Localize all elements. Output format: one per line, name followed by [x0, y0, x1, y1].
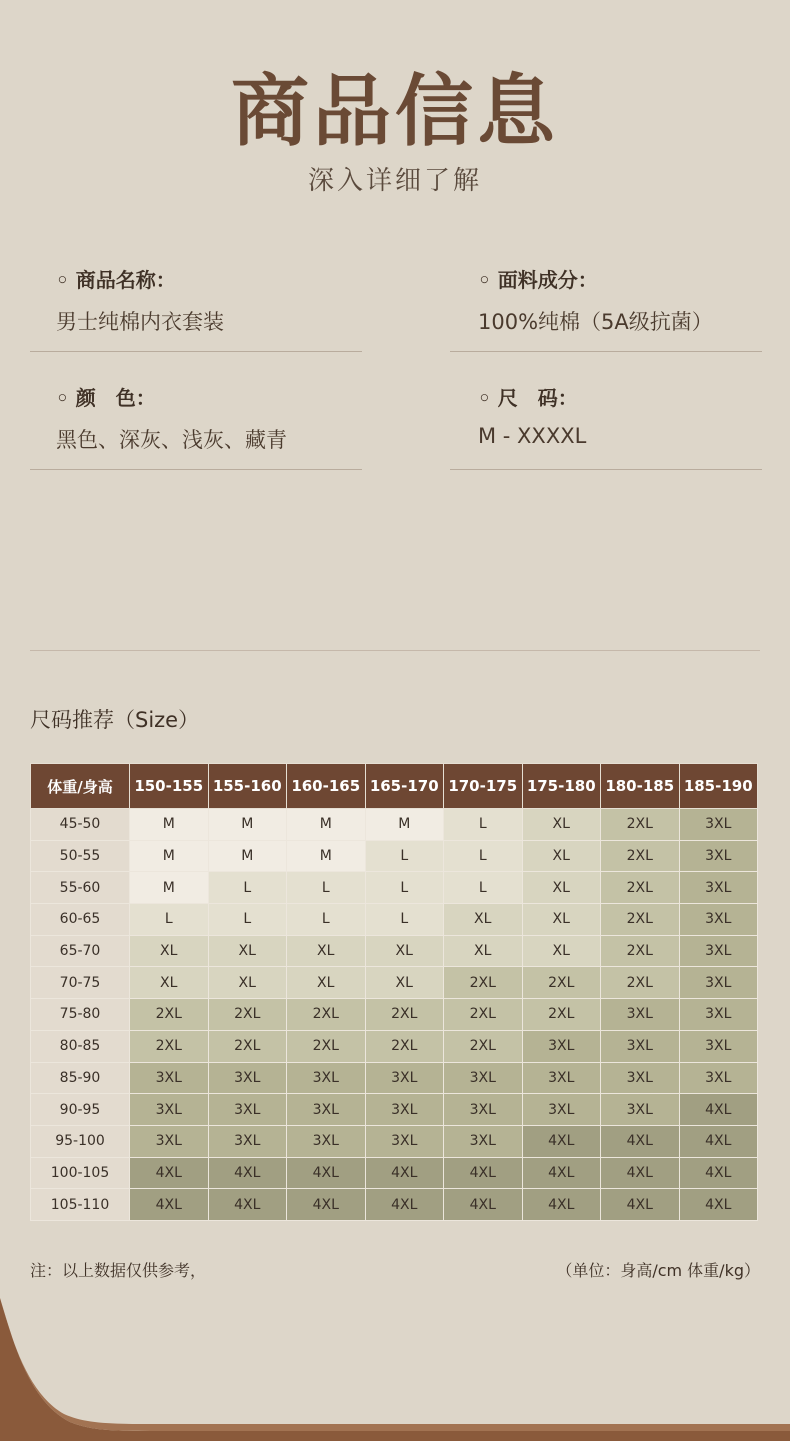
- product-name-label: ◦ 商品名称：: [56, 268, 176, 292]
- size-cell: 4XL: [601, 1189, 680, 1221]
- size-cell: 3XL: [679, 904, 758, 936]
- size-cell: 2XL: [601, 809, 680, 841]
- size-value: M - XXXXL: [478, 424, 587, 448]
- height-header: 165-170: [365, 764, 444, 809]
- size-cell: 2XL: [601, 840, 680, 872]
- size-cell: 3XL: [444, 1062, 523, 1094]
- table-row: [31, 1157, 758, 1189]
- size-cell: 2XL: [365, 1030, 444, 1062]
- size-chart-table: [30, 763, 758, 1221]
- size-cell: 3XL: [679, 809, 758, 841]
- weight-cell: 100-105: [31, 1157, 130, 1189]
- size-cell: 4XL: [130, 1189, 209, 1221]
- weight-cell: 105-110: [31, 1189, 130, 1221]
- size-cell: 3XL: [679, 1030, 758, 1062]
- table-row: [31, 1125, 758, 1157]
- size-cell: 3XL: [679, 999, 758, 1031]
- table-row: [31, 809, 758, 841]
- size-cell: 3XL: [522, 1062, 601, 1094]
- table-row: [31, 1062, 758, 1094]
- size-cell: 3XL: [444, 1125, 523, 1157]
- size-cell: XL: [522, 809, 601, 841]
- weight-cell: 70-75: [31, 967, 130, 999]
- weight-cell: 60-65: [31, 904, 130, 936]
- fabric-value: 100%纯棉（5A级抗菌）: [478, 310, 713, 334]
- size-cell: 4XL: [365, 1189, 444, 1221]
- footnote: 注：以上数据仅供参考，: [30, 1261, 207, 1280]
- size-cell: 2XL: [208, 1030, 287, 1062]
- height-header: 160-165: [287, 764, 366, 809]
- size-cell: M: [130, 840, 209, 872]
- page-subtitle: 深入详细了解: [307, 166, 482, 196]
- size-cell: 3XL: [522, 1094, 601, 1126]
- height-header: 180-185: [601, 764, 680, 809]
- page-title: 商品信息: [230, 67, 559, 157]
- size-cell: 4XL: [601, 1157, 680, 1189]
- height-header: 170-175: [444, 764, 523, 809]
- size-cell: L: [208, 904, 287, 936]
- size-cell: L: [444, 840, 523, 872]
- size-chart-corner: 体重/身高: [31, 764, 130, 809]
- size-cell: XL: [130, 967, 209, 999]
- size-cell: L: [130, 904, 209, 936]
- weight-cell: 50-55: [31, 840, 130, 872]
- divider: [450, 351, 762, 352]
- size-cell: 4XL: [130, 1157, 209, 1189]
- size-cell: L: [365, 904, 444, 936]
- section-divider: [30, 650, 760, 651]
- weight-cell: 45-50: [31, 809, 130, 841]
- info-fabric: [478, 264, 790, 336]
- size-cell: 2XL: [444, 967, 523, 999]
- size-cell: 3XL: [601, 999, 680, 1031]
- size-cell: 2XL: [130, 1030, 209, 1062]
- table-row: [31, 935, 758, 967]
- weight-cell: 90-95: [31, 1094, 130, 1126]
- size-cell: 3XL: [208, 1062, 287, 1094]
- size-cell: M: [208, 809, 287, 841]
- size-cell: 3XL: [130, 1062, 209, 1094]
- table-row: [31, 1094, 758, 1126]
- color-label: ◦ 颜 色：: [56, 386, 156, 410]
- size-label: ◦ 尺 码：: [478, 386, 578, 410]
- table-row: [31, 1030, 758, 1062]
- size-cell: L: [444, 809, 523, 841]
- info-size: [478, 382, 790, 448]
- height-header: 155-160: [208, 764, 287, 809]
- size-cell: 4XL: [522, 1125, 601, 1157]
- size-cell: 2XL: [601, 967, 680, 999]
- size-cell: L: [365, 840, 444, 872]
- table-row: [31, 904, 758, 936]
- size-cell: XL: [130, 935, 209, 967]
- table-row: [31, 840, 758, 872]
- size-cell: 3XL: [287, 1094, 366, 1126]
- size-cell: 3XL: [679, 872, 758, 904]
- size-cell: 2XL: [444, 1030, 523, 1062]
- size-cell: M: [130, 809, 209, 841]
- size-cell: 3XL: [522, 1030, 601, 1062]
- size-cell: 4XL: [679, 1125, 758, 1157]
- size-cell: XL: [444, 935, 523, 967]
- height-header: 185-190: [679, 764, 758, 809]
- height-header: 150-155: [130, 764, 209, 809]
- size-cell: 3XL: [365, 1125, 444, 1157]
- size-cell: 3XL: [287, 1062, 366, 1094]
- size-chart-title: 尺码推荐（Size）: [30, 708, 200, 732]
- size-cell: 4XL: [679, 1094, 758, 1126]
- table-row: [31, 872, 758, 904]
- divider: [30, 469, 362, 470]
- size-cell: 3XL: [679, 935, 758, 967]
- size-cell: XL: [522, 904, 601, 936]
- size-cell: 3XL: [130, 1094, 209, 1126]
- size-cell: 4XL: [287, 1189, 366, 1221]
- size-cell: XL: [365, 935, 444, 967]
- size-cell: XL: [287, 967, 366, 999]
- size-cell: XL: [444, 904, 523, 936]
- size-cell: 4XL: [287, 1157, 366, 1189]
- size-cell: M: [287, 809, 366, 841]
- size-cell: 3XL: [679, 840, 758, 872]
- table-row: [31, 1189, 758, 1221]
- size-cell: L: [444, 872, 523, 904]
- size-cell: 2XL: [287, 999, 366, 1031]
- table-row: [31, 999, 758, 1031]
- size-cell: M: [287, 840, 366, 872]
- size-cell: M: [130, 872, 209, 904]
- size-cell: L: [208, 872, 287, 904]
- size-cell: 2XL: [601, 904, 680, 936]
- size-cell: 3XL: [208, 1094, 287, 1126]
- size-chart-header-row: [31, 764, 758, 809]
- weight-cell: 65-70: [31, 935, 130, 967]
- weight-cell: 95-100: [31, 1125, 130, 1157]
- size-cell: M: [365, 809, 444, 841]
- height-header: 175-180: [522, 764, 601, 809]
- size-cell: 4XL: [208, 1157, 287, 1189]
- size-cell: 2XL: [444, 999, 523, 1031]
- size-cell: XL: [522, 840, 601, 872]
- size-cell: 3XL: [601, 1062, 680, 1094]
- size-cell: 4XL: [679, 1157, 758, 1189]
- size-cell: L: [365, 872, 444, 904]
- size-cell: 3XL: [365, 1062, 444, 1094]
- size-cell: XL: [208, 967, 287, 999]
- size-cell: XL: [522, 935, 601, 967]
- weight-cell: 75-80: [31, 999, 130, 1031]
- size-cell: XL: [208, 935, 287, 967]
- size-cell: 2XL: [522, 967, 601, 999]
- size-cell: 3XL: [601, 1094, 680, 1126]
- decorative-wave: [0, 1290, 790, 1441]
- size-cell: 2XL: [601, 935, 680, 967]
- size-cell: 3XL: [679, 967, 758, 999]
- size-cell: L: [287, 872, 366, 904]
- size-cell: 3XL: [601, 1030, 680, 1062]
- weight-cell: 55-60: [31, 872, 130, 904]
- size-cell: 4XL: [601, 1125, 680, 1157]
- size-cell: 4XL: [522, 1157, 601, 1189]
- table-row: [31, 967, 758, 999]
- color-value: 黑色、深灰、浅灰、藏青: [56, 428, 287, 452]
- info-color: [56, 382, 388, 454]
- fabric-label: ◦ 面料成分：: [478, 268, 598, 292]
- size-cell: 2XL: [601, 872, 680, 904]
- size-cell: 2XL: [287, 1030, 366, 1062]
- size-cell: 3XL: [208, 1125, 287, 1157]
- size-cell: XL: [365, 967, 444, 999]
- divider: [30, 351, 362, 352]
- size-cell: 4XL: [365, 1157, 444, 1189]
- product-name-value: 男士纯棉内衣套装: [56, 310, 224, 334]
- info-product-name: [56, 264, 388, 336]
- size-cell: 2XL: [365, 999, 444, 1031]
- size-cell: 4XL: [679, 1189, 758, 1221]
- size-cell: 4XL: [444, 1189, 523, 1221]
- size-cell: M: [208, 840, 287, 872]
- size-cell: 3XL: [679, 1062, 758, 1094]
- size-cell: 4XL: [208, 1189, 287, 1221]
- size-cell: XL: [287, 935, 366, 967]
- divider: [450, 469, 762, 470]
- size-cell: 4XL: [522, 1189, 601, 1221]
- size-cell: L: [287, 904, 366, 936]
- size-cell: XL: [522, 872, 601, 904]
- size-cell: 3XL: [130, 1125, 209, 1157]
- unit-note: （单位：身高/cm 体重/kg）: [556, 1261, 760, 1280]
- size-cell: 3XL: [444, 1094, 523, 1126]
- size-cell: 2XL: [208, 999, 287, 1031]
- size-cell: 3XL: [365, 1094, 444, 1126]
- size-cell: 2XL: [522, 999, 601, 1031]
- size-cell: 4XL: [444, 1157, 523, 1189]
- weight-cell: 80-85: [31, 1030, 130, 1062]
- size-cell: 3XL: [287, 1125, 366, 1157]
- size-cell: 2XL: [130, 999, 209, 1031]
- weight-cell: 85-90: [31, 1062, 130, 1094]
